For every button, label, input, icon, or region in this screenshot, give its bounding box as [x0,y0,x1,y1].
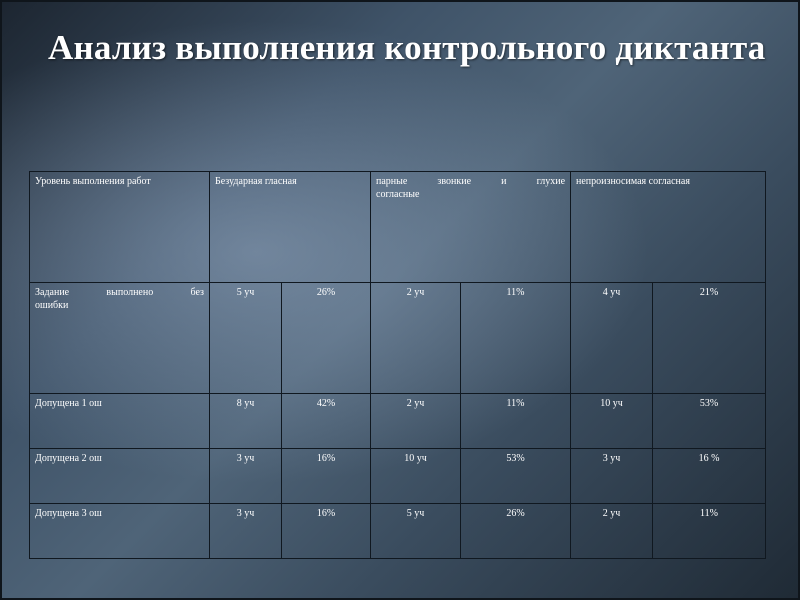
row-label: Допущена 3 ош [30,504,210,559]
header-paired-consonants-line2: согласные [376,189,420,200]
table-cell: 16 % [653,449,766,504]
table-cell: 16% [282,449,371,504]
table-cell: 3 уч [210,504,282,559]
table-row [30,449,766,504]
table-cell: 10 уч [371,449,461,504]
table-cell: 26% [461,504,571,559]
header-unstressed-vowel: Безударная гласная [210,172,371,283]
table-cell: 10 уч [571,394,653,449]
table-cell: 11% [653,504,766,559]
row-label [30,283,210,394]
table-cell: 3 уч [571,449,653,504]
table-cell: 2 уч [371,394,461,449]
results-table [29,171,766,559]
table-cell: 16% [282,504,371,559]
table-cell: 21% [653,283,766,394]
row-label-line2: ошибки [35,300,69,311]
header-paired-consonants-line1: парные звонкие и глухие [376,176,566,187]
header-paired-consonants [371,172,571,283]
table-cell: 2 уч [571,504,653,559]
row-label: Допущена 2 ош [30,449,210,504]
table-cell: 3 уч [210,449,282,504]
table-header-row [30,172,766,283]
table-cell: 26% [282,283,371,394]
table-cell: 11% [461,283,571,394]
row-label: Допущена 1 ош [30,394,210,449]
table-cell: 53% [461,449,571,504]
header-level: Уровень выполнения работ [30,172,210,283]
table-cell: 2 уч [371,283,461,394]
table-cell: 11% [461,394,571,449]
table-cell: 5 уч [210,283,282,394]
header-silent-consonant: непроизносимая согласная [571,172,766,283]
table-cell: 42% [282,394,371,449]
table-cell: 8 уч [210,394,282,449]
table-row [30,283,766,394]
table-cell: 4 уч [571,283,653,394]
table-cell: 5 уч [371,504,461,559]
table-row [30,394,766,449]
slide-title: Анализ выполнения контрольного диктанта [48,28,766,67]
row-label-line1: Задание выполнено без [35,287,204,298]
table-row [30,504,766,559]
table-cell: 53% [653,394,766,449]
